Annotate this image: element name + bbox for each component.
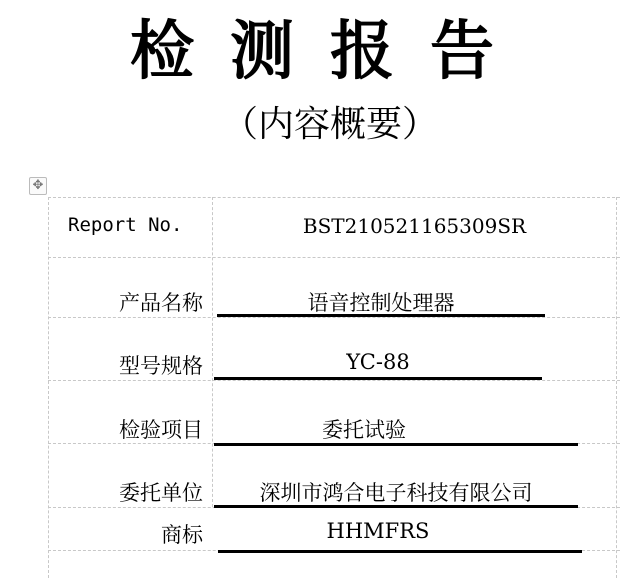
table-border — [48, 197, 49, 578]
table-border — [616, 197, 617, 578]
table-border — [48, 380, 620, 381]
underline — [214, 377, 542, 380]
report-no-label: Report No. — [68, 214, 183, 236]
table-border — [212, 197, 213, 507]
underline — [217, 314, 545, 317]
model-value: YC-88 — [346, 350, 410, 374]
report-no-value: BST210521165309SR — [302, 214, 527, 238]
document-subtitle: （内容概要） — [221, 104, 438, 145]
client-label: 委托单位 — [119, 481, 203, 505]
client-value: 深圳市鸿合电子科技有限公司 — [259, 481, 533, 505]
test-item-value: 委托试验 — [322, 418, 406, 442]
underline — [214, 443, 578, 446]
test-item-label: 检验项目 — [119, 418, 203, 442]
table-border — [48, 317, 620, 318]
underline — [214, 505, 578, 508]
product-name-label: 产品名称 — [119, 291, 203, 315]
product-name-value: 语音控制处理器 — [307, 291, 455, 315]
trademark-label: 商标 — [161, 523, 203, 547]
table-border — [48, 197, 620, 198]
table-border — [48, 257, 620, 258]
underline — [218, 550, 582, 553]
trademark-value: HHMFRS — [326, 519, 430, 543]
move-arrows-icon[interactable]: ✥ — [29, 177, 47, 195]
model-label: 型号规格 — [119, 354, 203, 378]
document-title: 检测报告 — [130, 14, 530, 89]
